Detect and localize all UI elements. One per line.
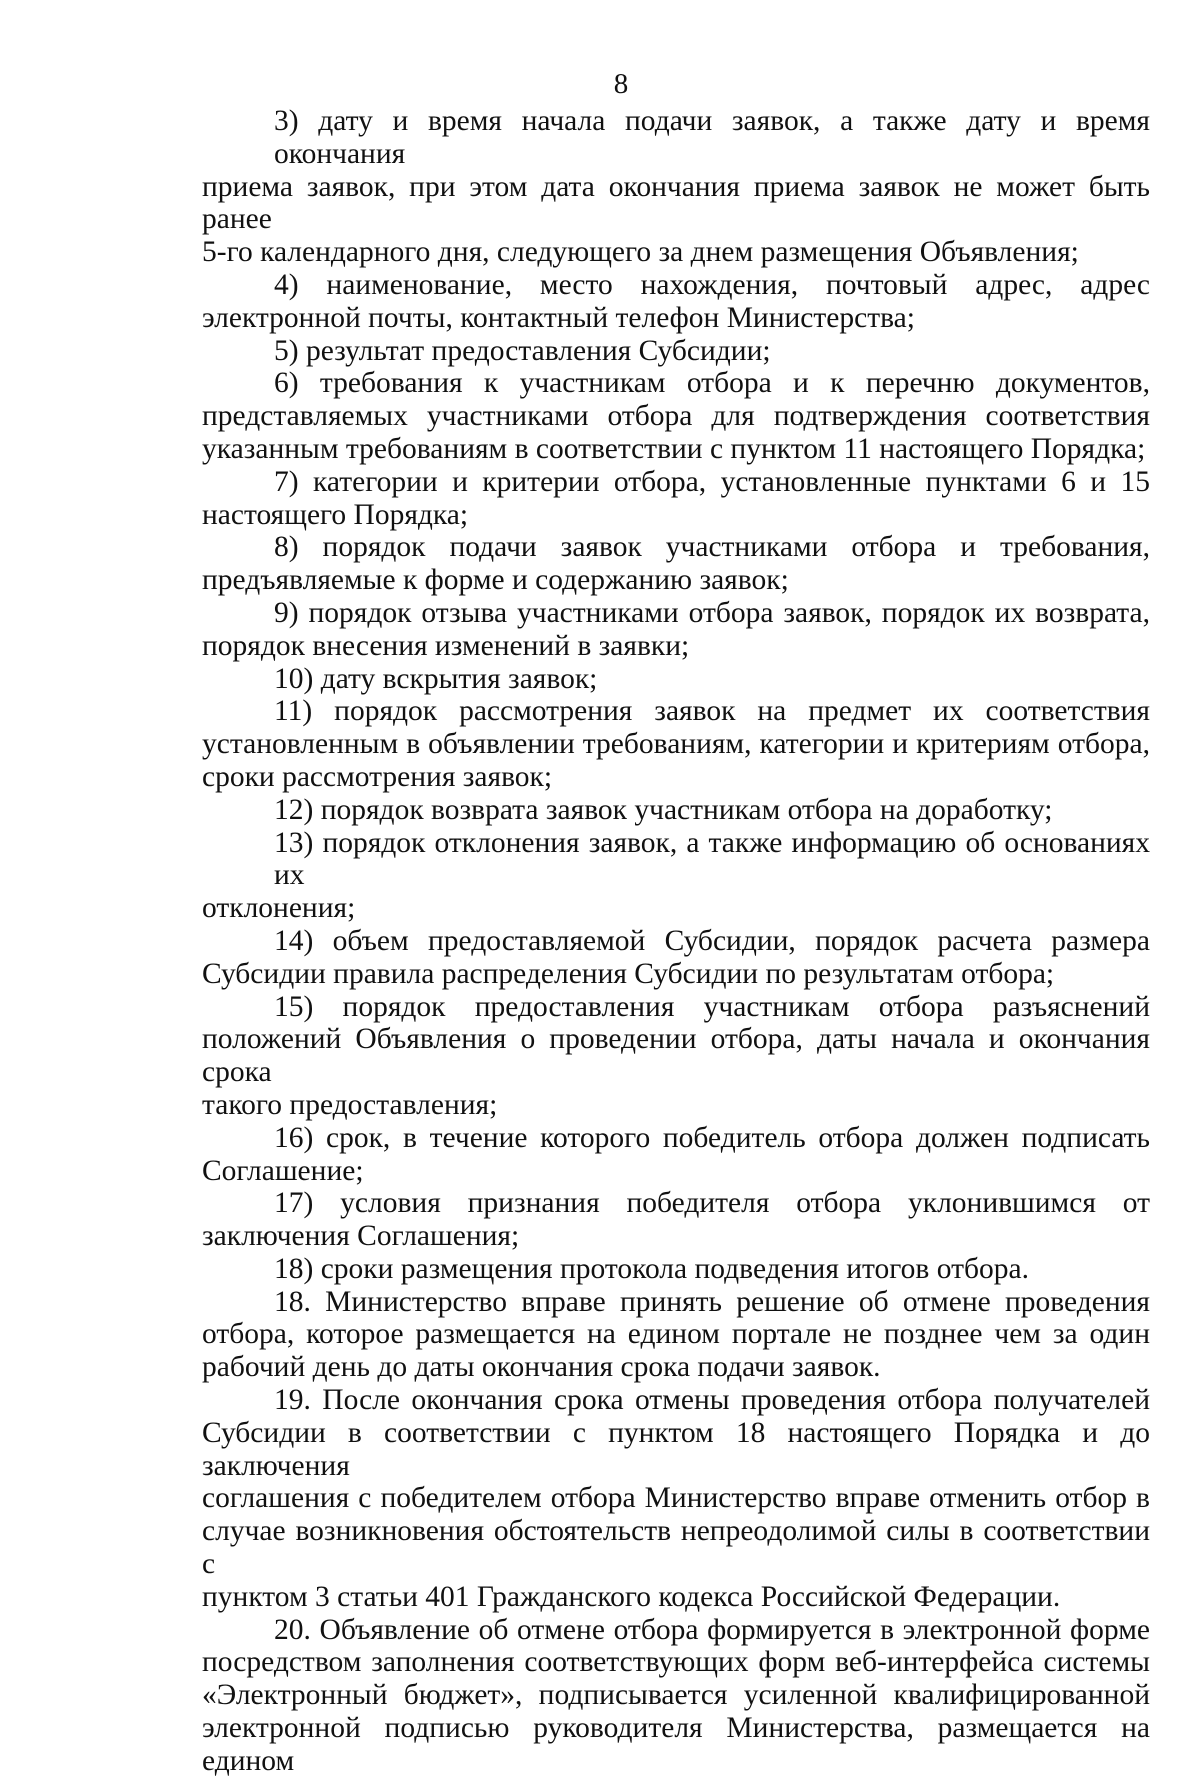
paragraph-line: сроки рассмотрения заявок;: [202, 760, 553, 793]
paragraph-line: электронной почты, контактный телефон Министерства;: [202, 301, 915, 334]
paragraph: [202, 1187, 1150, 1253]
paragraph-line: 12) порядок возврата заявок участникам отбора на доработку;: [274, 793, 1053, 826]
page-number: 8: [613, 68, 629, 100]
paragraph-line: 4) наименование, место нахождения, почтовый адрес, адрес: [274, 268, 1150, 301]
paragraph-line: 18) сроки размещения протокола подведения итогов отбора.: [274, 1252, 1029, 1285]
paragraph-line: пунктом 3 статьи 401 Гражданского кодекса Российской Федерации.: [202, 1580, 1061, 1613]
paragraph: [202, 269, 1150, 335]
paragraph-line: представляемых участниками отбора для подтверждения соответствия: [202, 400, 1150, 433]
paragraph-line: 13) порядок отклонения заявок, а также информацию об основаниях их: [274, 826, 1150, 892]
paragraph: [202, 335, 1150, 368]
paragraph-line: 15) порядок предоставления участникам отбора разъяснений: [274, 990, 1150, 1023]
paragraph-line: положений Объявления о проведении отбора, даты начала и окончания срока: [202, 1023, 1150, 1089]
paragraph-line: 19. После окончания срока отмены проведения отбора получателей: [274, 1384, 1150, 1417]
paragraph-line: 18. Министерство вправе принять решение об отмене проведения: [274, 1285, 1150, 1318]
paragraph: [202, 531, 1150, 597]
paragraph-line: настоящего Порядка;: [202, 498, 469, 531]
paragraph-line: 20. Объявление об отмене отбора формируется в электронной форме: [274, 1613, 1150, 1646]
paragraph-line: такого предоставления;: [202, 1088, 498, 1121]
paragraph-line: порядок внесения изменений в заявки;: [202, 629, 690, 662]
paragraph-line: 16) срок, в течение которого победитель отбора должен подписать: [274, 1121, 1150, 1154]
paragraph-line: Субсидии в соответствии с пунктом 18 настоящего Порядка и до заключения: [202, 1416, 1150, 1482]
paragraph-line: отбора, которое размещается на едином портале не позднее чем за один: [202, 1318, 1150, 1351]
paragraph-line: соглашения с победителем отбора Министерство вправе отменить отбор в: [202, 1482, 1150, 1515]
paragraph-line: 8) порядок подачи заявок участниками отбора и требования,: [274, 531, 1150, 564]
paragraph-line: 5) результат предоставления Субсидии;: [274, 334, 771, 367]
paragraph-line: 10) дату вскрытия заявок;: [274, 662, 598, 695]
paragraph: [202, 466, 1150, 532]
paragraph-line: приема заявок, при этом дата окончания приема заявок не может быть ранее: [202, 170, 1150, 236]
paragraph-line: отклонения;: [202, 892, 356, 925]
paragraph: [202, 1286, 1150, 1384]
paragraph: [202, 695, 1150, 793]
document-body: [202, 105, 1150, 1778]
paragraph-line: 7) категории и критерии отбора, установленные пунктами 6 и 15: [274, 465, 1150, 498]
paragraph: [202, 827, 1150, 925]
paragraph-line: 14) объем предоставляемой Субсидии, порядок расчета размера: [274, 924, 1150, 957]
paragraph-line: 5-го календарного дня, следующего за днем размещения Объявления;: [202, 236, 1079, 269]
paragraph-line: 17) условия признания победителя отбора уклонившимся от: [274, 1187, 1150, 1220]
paragraph: [202, 1253, 1150, 1286]
paragraph-line: установленным в объявлении требованиям, категории и критериям отбора,: [202, 728, 1150, 761]
paragraph-line: 9) порядок отзыва участниками отбора заявок, порядок их возврата,: [274, 596, 1150, 629]
paragraph-line: 11) порядок рассмотрения заявок на предмет их соответствия: [274, 695, 1150, 728]
paragraph: [202, 794, 1150, 827]
paragraph-line: посредством заполнения соответствующих форм веб-интерфейса системы: [202, 1646, 1150, 1679]
paragraph-line: случае возникновения обстоятельств непреодолимой силы в соответствии с: [202, 1515, 1150, 1581]
paragraph: [202, 663, 1150, 696]
paragraph: [202, 1384, 1150, 1614]
paragraph-line: заключения Соглашения;: [202, 1220, 520, 1253]
paragraph-line: указанным требованиям в соответствии с пунктом 11 настоящего Порядка;: [202, 432, 1146, 465]
paragraph-line: 6) требования к участникам отбора и к перечню документов,: [274, 367, 1150, 400]
paragraph-line: предъявляемые к форме и содержанию заявок;: [202, 564, 789, 597]
paragraph: [202, 367, 1150, 465]
paragraph: [202, 1122, 1150, 1188]
paragraph-line: электронной подписью руководителя Министерства, размещается на едином: [202, 1712, 1150, 1777]
paragraph-line: Соглашение;: [202, 1154, 364, 1187]
paragraph-line: «Электронный бюджет», подписывается усиленной квалифицированной: [202, 1679, 1150, 1712]
paragraph: [202, 105, 1150, 269]
paragraph-line: рабочий день до даты окончания срока подачи заявок.: [202, 1351, 881, 1384]
paragraph-line: 3) дату и время начала подачи заявок, а также дату и время окончания: [274, 105, 1150, 170]
paragraph: [202, 597, 1150, 663]
paragraph-line: Субсидии правила распределения Субсидии по результатам отбора;: [202, 957, 1055, 990]
paragraph: [202, 991, 1150, 1122]
paragraph: [202, 925, 1150, 991]
